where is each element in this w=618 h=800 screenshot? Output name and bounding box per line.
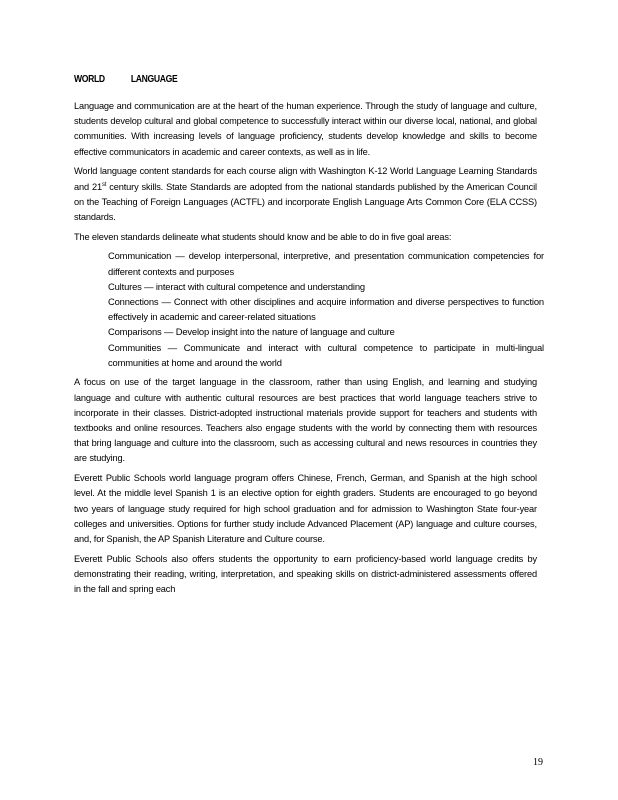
intro-paragraph: Language and communication are at the heart of the human experience. Through the study of language and culture, students develop cultural and global competence to successfully interact within our diverse local, national, and global communities. With increasing levels of language proficiency, students develop knowledge and skills to become effective communicators in academic and career contexts, as well as in life.: [74, 100, 537, 157]
list-item-text: Cultures — interact with cultural competence and understanding: [108, 280, 365, 292]
list-item-text: Connections — Connect with other disciplines and acquire information and diverse perspectives to function effectively in academic and career-related situations: [108, 295, 544, 323]
goal-areas-intro: The eleven standards delineate what students should know and be able to do in five goal areas:: [74, 230, 452, 242]
proficiency-credits-paragraph: Everett Public Schools also offers students the opportunity to earn proficiency-based world language credits by demonstrating their reading, writing, interpretation, and speaking skills on district-administered assessments offered in the fall and spring each: [74, 552, 537, 595]
standards-paragraph: World language content standards for each course align with Washington K-12 World Language Learning Standards and 21st century skills. State Standards are adopted from the national standards published by the American Council on the Teaching of Foreign Languages (ACTFL) and incorporate English Language Arts Common Core (ELA CCSS) standards.: [74, 165, 537, 222]
list-item: [74, 279, 544, 294]
list-item: [74, 324, 544, 339]
list-item: [74, 248, 544, 278]
list-item-text: Communication — develop interpersonal, interpretive, and presentation communication competencies for different contexts and purposes: [108, 250, 544, 277]
body-content: [74, 98, 544, 601]
list-item: [74, 340, 544, 370]
section-heading: WORLD LANGUAGE: [74, 74, 178, 85]
program-offerings-paragraph: Everett Public Schools world language program offers Chinese, French, German, and Spanish at the high school level. At the middle level Spanish 1 is an elective option for eighth graders. Students are encouraged to go beyond two years of language study required for high school graduation and for admission to Washington State four-year colleges and universities. Options for further study include Advanced Placement (AP) language and culture courses, and, for Spanish, the AP Spanish Literature and Culture course.: [74, 472, 537, 544]
list-item: [74, 294, 544, 324]
goal-areas-list: [74, 248, 544, 370]
page-number: 19: [533, 757, 543, 768]
ordinal-suffix: st: [101, 181, 107, 188]
best-practices-paragraph: A focus on use of the target language in the classroom, rather than using English, and learning and studying language and culture with authentic cultural resources are best practices that world language teachers strive to incorporate in their classes. District-adopted instructional materials provide support for teachers and students with textbooks and online resources. Teachers also engage students with the world by connecting them with resources that bring language and culture into the classroom, such as accessing cultural and news resources in countries they are studying.: [74, 376, 537, 464]
list-item-text: Comparisons — Develop insight into the nature of language and culture: [108, 326, 395, 338]
list-item-text: Communities — Communicate and interact with cultural competence to participate in multi-lingual communities at home and around the world: [108, 341, 544, 368]
